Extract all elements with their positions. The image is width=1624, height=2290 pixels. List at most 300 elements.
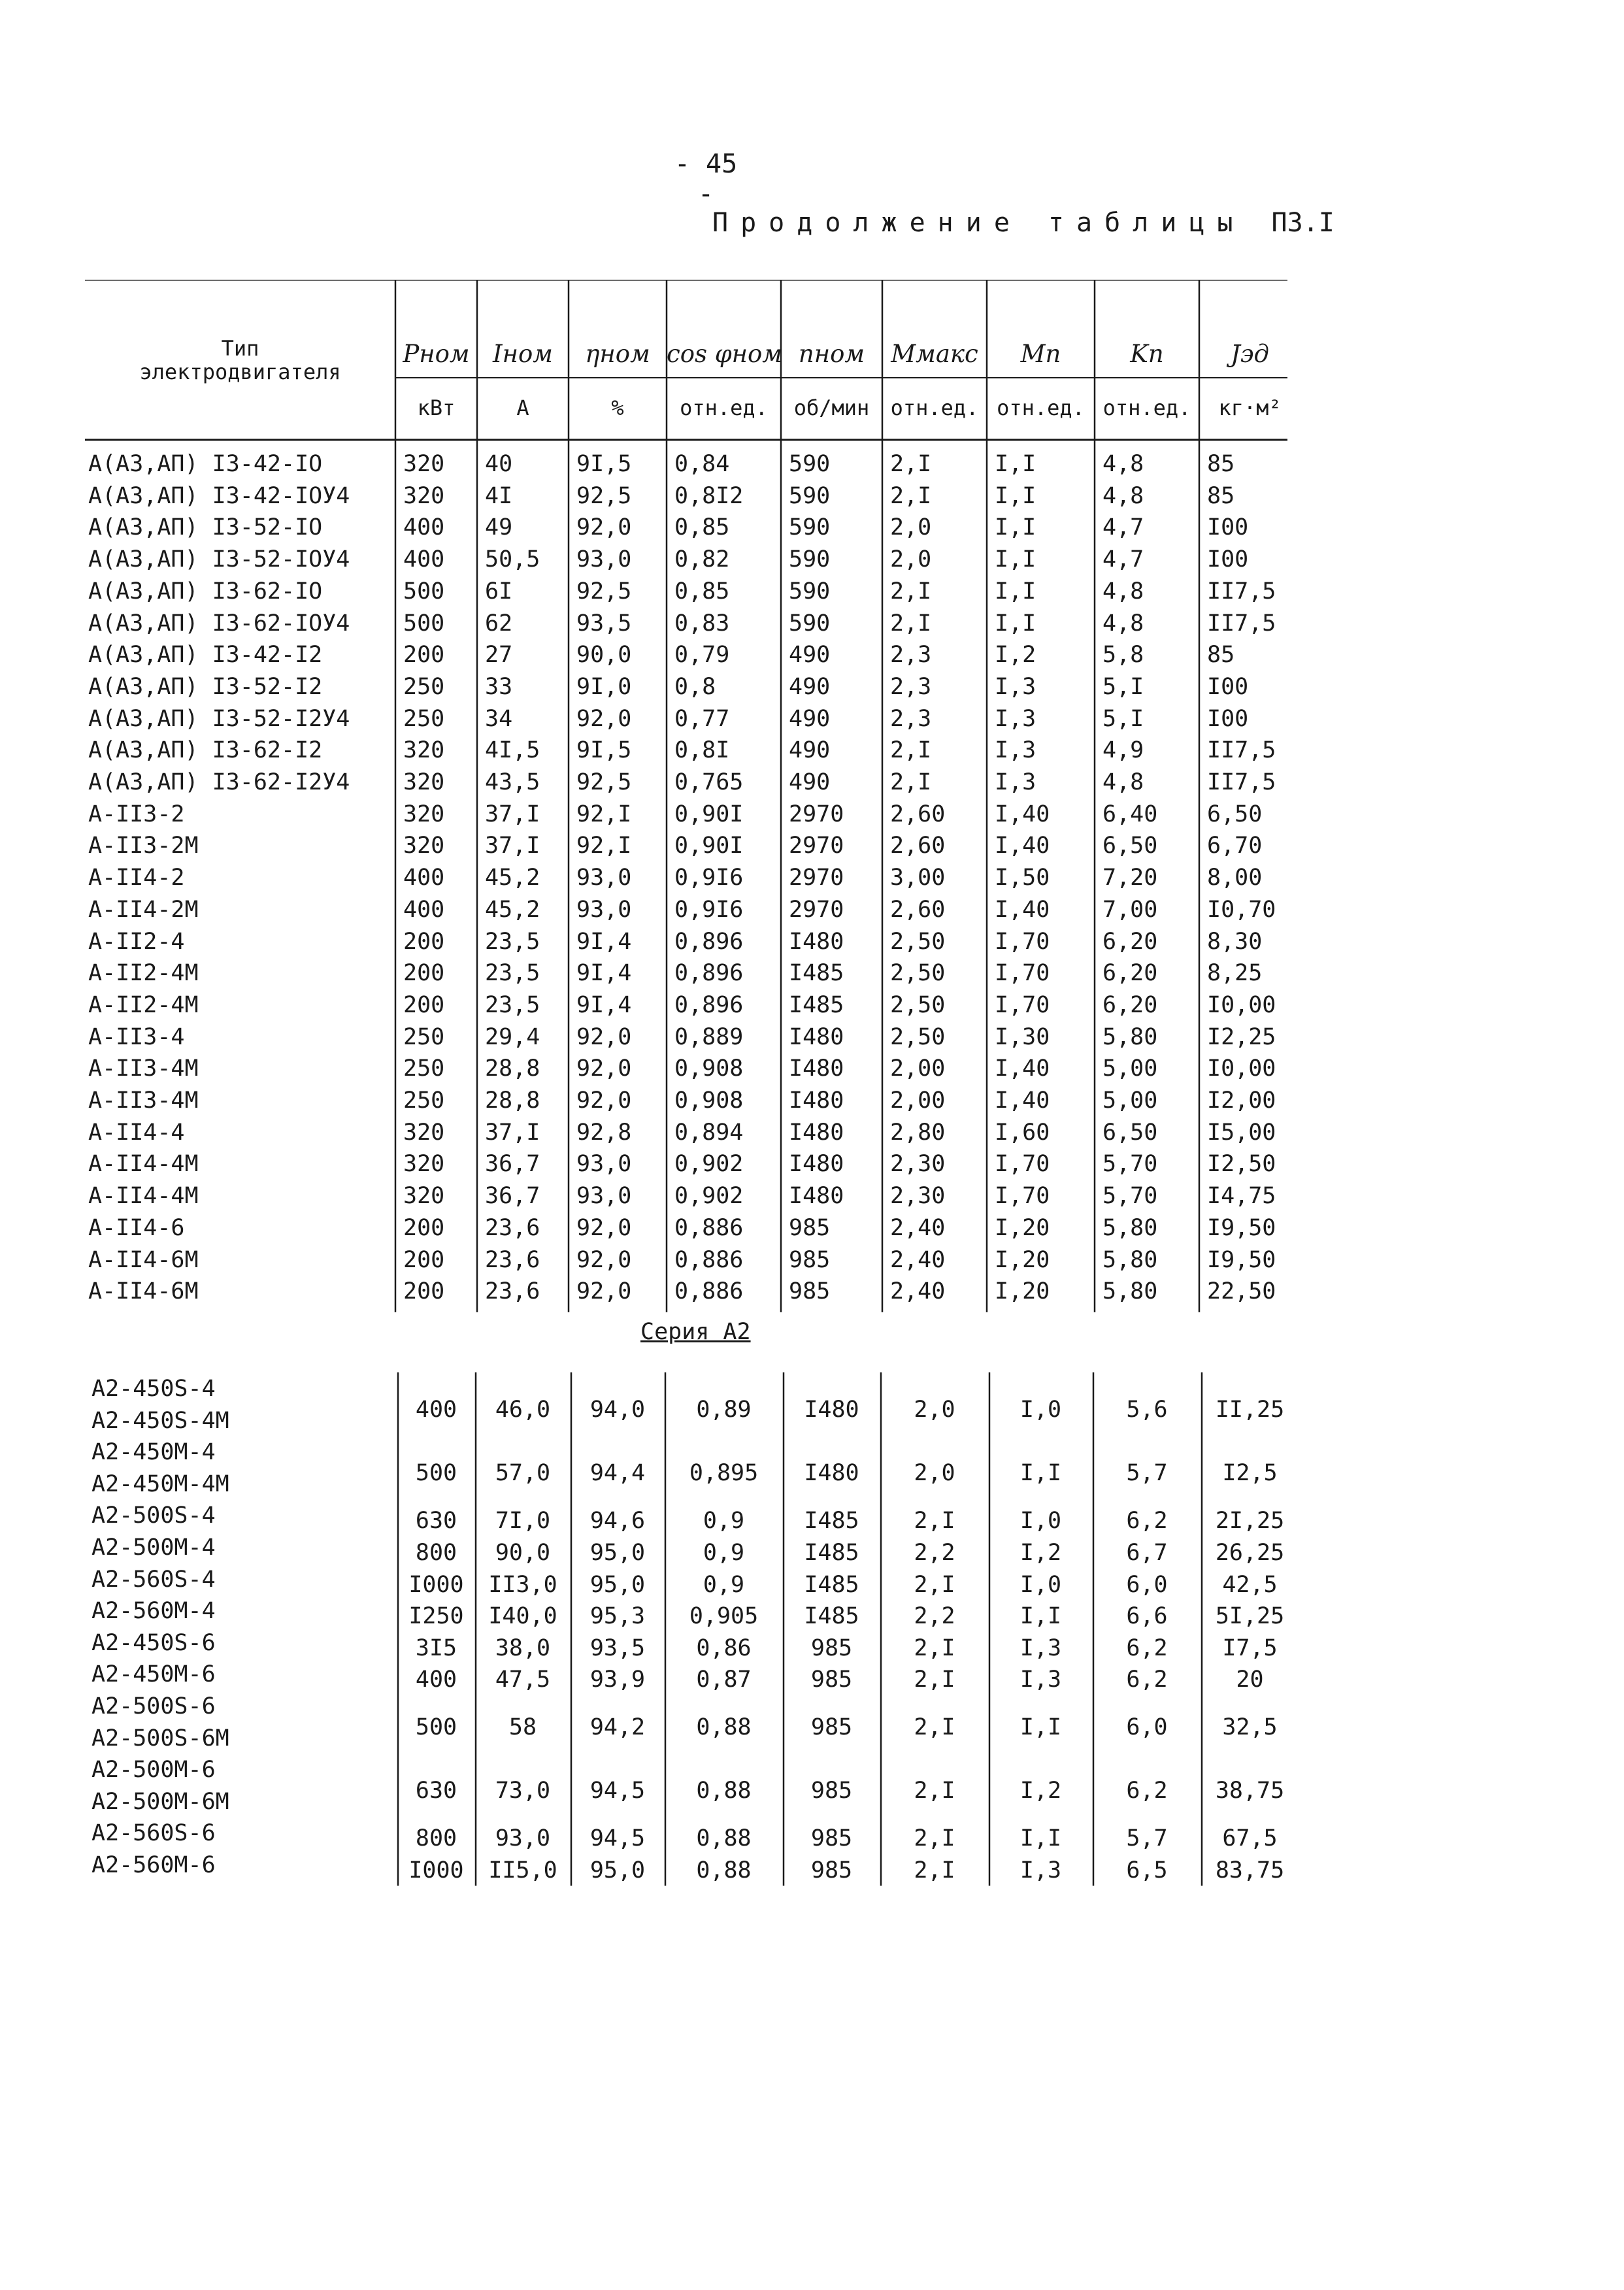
row-b-0-col-3: 94,0 [589, 1397, 646, 1423]
row-a-17-col-9: I0,00 [1207, 991, 1276, 1018]
row-a-26-type: А-II4-6М [88, 1278, 199, 1305]
row-a-24-col-7: I,20 [995, 1214, 1050, 1241]
row-a-21-col-1: 320 [403, 1119, 445, 1146]
row-b-1-type-0: А2-450М-4 [91, 1439, 216, 1466]
row-a-7-col-2: 33 [485, 673, 513, 700]
row-a-12-type: А-II3-2М [88, 833, 199, 859]
row-b-3-col-9: 26,25 [1215, 1539, 1285, 1566]
row-a-4-col-1: 500 [403, 578, 445, 605]
row-a-2-type: А(АЗ,АП) IЗ-52-IО [88, 514, 323, 541]
row-a-0-col-1: 320 [403, 451, 445, 477]
row-a-10-col-3: 92,5 [576, 769, 632, 795]
row-b-7-col-6: 2,I [914, 1667, 955, 1693]
row-b-1-col-6: 2,0 [914, 1460, 955, 1487]
row-b-10-col-5: 985 [810, 1825, 853, 1852]
row-b-10-col-9: 67,5 [1222, 1825, 1278, 1852]
row-a-5-col-8: 4,8 [1102, 610, 1144, 637]
row-b-0-col-9: II,25 [1215, 1397, 1285, 1423]
row-b-6-type-0: А2-450S-6 [91, 1629, 216, 1656]
row-b-3-col-2: 90,0 [495, 1539, 551, 1566]
row-b-6-col-5: 985 [810, 1635, 853, 1661]
header-unit-0: кВт [417, 395, 456, 420]
row-a-8-col-1: 250 [403, 705, 445, 732]
row-b-3-col-7: I,2 [1019, 1539, 1062, 1566]
row-a-20-col-3: 92,0 [576, 1087, 632, 1114]
row-a-0-col-5: 590 [789, 451, 831, 477]
row-a-16-col-3: 9I,4 [576, 960, 632, 987]
row-a-3-col-7: I,I [995, 546, 1036, 573]
row-a-11-col-2: 37,I [485, 801, 540, 827]
row-b-6-col-1: 3I5 [415, 1635, 457, 1661]
row-a-21-col-4: 0,894 [674, 1119, 744, 1146]
row-b-9-col-6: 2,I [914, 1778, 955, 1804]
row-a-20-col-8: 5,00 [1102, 1087, 1158, 1114]
header-unit-5: отн.ед. [890, 395, 979, 420]
row-a-7-col-7: I,3 [995, 673, 1036, 700]
row-a-26-col-3: 92,0 [576, 1278, 632, 1305]
header-unit-6: отн.ед. [997, 395, 1085, 420]
row-a-25-col-8: 5,80 [1102, 1246, 1158, 1273]
header-type: Тип [221, 336, 259, 361]
header-symbol-6: Mп [1020, 340, 1061, 368]
row-a-7-col-1: 250 [403, 673, 445, 700]
row-a-3-col-4: 0,82 [674, 546, 730, 573]
row-a-2-col-8: 4,7 [1102, 514, 1144, 541]
row-a-21-col-3: 92,8 [576, 1119, 632, 1146]
row-a-5-col-1: 500 [403, 610, 445, 637]
row-b-4-col-8: 6,0 [1126, 1571, 1168, 1598]
row-a-0-col-3: 9I,5 [576, 451, 632, 477]
header-symbol-1: Iном [493, 340, 553, 368]
row-b-3-col-5: I485 [804, 1539, 859, 1566]
row-a-9-col-3: 9I,5 [576, 737, 632, 764]
row-a-24-col-9: I9,50 [1207, 1214, 1276, 1241]
row-a-4-col-8: 4,8 [1102, 578, 1144, 605]
row-b-0-col-6: 2,0 [914, 1397, 955, 1423]
row-a-10-col-8: 4,8 [1102, 769, 1144, 795]
row-b-11-col-7: I,3 [1019, 1857, 1062, 1883]
row-b-2-col-7: I,0 [1019, 1508, 1062, 1535]
row-a-12-col-8: 6,50 [1102, 833, 1158, 859]
row-a-20-col-9: I2,00 [1207, 1087, 1276, 1114]
row-a-24-col-3: 92,0 [576, 1214, 632, 1241]
row-a-16-col-2: 23,5 [485, 960, 540, 987]
row-a-20-col-5: I480 [789, 1087, 844, 1114]
row-a-13-col-9: 8,00 [1207, 865, 1263, 891]
row-a-4-col-5: 590 [789, 578, 831, 605]
row-b-2-type-0: А2-500S-4 [91, 1502, 216, 1529]
row-a-16-col-6: 2,50 [890, 960, 946, 987]
row-a-24-col-2: 23,6 [485, 1214, 540, 1241]
row-b-10-col-8: 5,7 [1126, 1825, 1168, 1852]
row-a-7-col-9: I00 [1207, 673, 1249, 700]
row-b-8-col-4: 0,88 [696, 1714, 752, 1741]
row-a-11-col-8: 6,40 [1102, 801, 1158, 827]
row-a-10-col-2: 43,5 [485, 769, 540, 795]
row-a-3-col-8: 4,7 [1102, 546, 1144, 573]
row-a-8-col-2: 34 [485, 705, 513, 732]
row-a-7-col-5: 490 [789, 673, 831, 700]
row-b-2-col-8: 6,2 [1126, 1508, 1168, 1535]
row-a-6-col-1: 200 [403, 642, 445, 669]
row-a-2-col-4: 0,85 [674, 514, 730, 541]
row-a-0-col-2: 40 [485, 451, 513, 477]
row-b-6-col-2: 38,0 [495, 1635, 551, 1661]
header-symbol-8: Jэд [1230, 340, 1269, 368]
row-a-19-col-6: 2,00 [890, 1055, 946, 1082]
row-a-1-col-4: 0,8I2 [674, 482, 744, 509]
row-b-9-col-7: I,2 [1019, 1778, 1062, 1804]
row-b-8-type-0: А2-500S-6 [91, 1693, 216, 1719]
row-b-3-col-8: 6,7 [1126, 1539, 1168, 1566]
row-b-7-col-8: 6,2 [1126, 1667, 1168, 1693]
row-a-19-type: А-II3-4М [88, 1055, 199, 1082]
row-b-5-type-0: А2-560М-4 [91, 1598, 216, 1625]
row-a-10-type: А(АЗ,АП) IЗ-62-I2У4 [88, 769, 350, 795]
row-a-18-col-4: 0,889 [674, 1023, 744, 1050]
row-a-15-col-6: 2,50 [890, 928, 946, 955]
caption-ref: П3.I [1271, 208, 1334, 238]
row-b-11-col-2: II5,0 [488, 1857, 557, 1883]
row-b-4-col-9: 42,5 [1222, 1571, 1278, 1598]
row-a-19-col-3: 92,0 [576, 1055, 632, 1082]
row-a-9-col-9: II7,5 [1207, 737, 1276, 764]
row-b-9-type-0: А2-500М-6 [91, 1757, 216, 1784]
row-a-23-col-8: 5,70 [1102, 1183, 1158, 1210]
row-b-9-col-9: 38,75 [1215, 1778, 1285, 1804]
row-a-3-col-1: 400 [403, 546, 445, 573]
row-b-8-col-6: 2,I [914, 1714, 955, 1741]
row-a-19-col-1: 250 [403, 1055, 445, 1082]
row-a-26-col-7: I,20 [995, 1278, 1050, 1305]
row-a-7-col-3: 9I,0 [576, 673, 632, 700]
row-a-23-col-9: I4,75 [1207, 1183, 1276, 1210]
row-b-0-type-1: А2-450S-4М [91, 1407, 229, 1434]
table-caption [712, 208, 1334, 238]
row-a-12-col-3: 92,I [576, 833, 632, 859]
row-a-23-col-5: I480 [789, 1183, 844, 1210]
row-b-3-col-1: 800 [415, 1539, 457, 1566]
row-a-22-col-2: 36,7 [485, 1151, 540, 1178]
row-a-4-col-7: I,I [995, 578, 1036, 605]
row-a-21-type: А-II4-4 [88, 1119, 185, 1146]
header-unit-8: кг·м² [1218, 395, 1282, 420]
header-unit-4: об/мин [793, 395, 870, 420]
row-a-18-col-5: I480 [789, 1023, 844, 1050]
row-a-22-col-1: 320 [403, 1151, 445, 1178]
row-b-5-col-4: 0,905 [689, 1603, 759, 1630]
row-b-1-col-3: 94,4 [589, 1460, 646, 1487]
row-b-10-col-6: 2,I [914, 1825, 955, 1852]
row-b-8-col-3: 94,2 [589, 1714, 646, 1741]
row-b-1-type-1: А2-450М-4М [91, 1470, 229, 1497]
row-a-25-col-1: 200 [403, 1246, 445, 1273]
row-b-11-type-0: А2-560М-6 [91, 1851, 216, 1878]
row-a-1-col-2: 4I [485, 482, 513, 509]
row-b-8-col-8: 6,0 [1126, 1714, 1168, 1741]
row-a-10-col-9: II7,5 [1207, 769, 1276, 795]
row-b-6-col-8: 6,2 [1126, 1635, 1168, 1661]
row-b-5-col-5: I485 [804, 1603, 859, 1630]
section-title: Серия А2 [640, 1318, 751, 1345]
row-a-11-type: А-II3-2 [88, 801, 185, 827]
row-a-18-col-9: I2,25 [1207, 1023, 1276, 1050]
header-unit-2: % [611, 395, 624, 420]
header-type-2: электродвигателя [139, 359, 341, 384]
row-a-20-col-6: 2,00 [890, 1087, 946, 1114]
row-b-4-col-3: 95,0 [589, 1571, 646, 1598]
row-a-7-type: А(АЗ,АП) IЗ-52-I2 [88, 673, 323, 700]
row-a-12-col-6: 2,60 [890, 833, 946, 859]
row-b-0-col-8: 5,6 [1126, 1397, 1168, 1423]
row-b-5-col-9: 5I,25 [1215, 1603, 1285, 1630]
row-b-11-col-8: 6,5 [1126, 1857, 1168, 1883]
row-a-8-col-5: 490 [789, 705, 831, 732]
row-b-1-col-7: I,I [1019, 1460, 1062, 1487]
row-a-17-col-1: 200 [403, 991, 445, 1018]
header-unit-3: отн.ед. [680, 395, 768, 420]
row-b-8-col-7: I,I [1019, 1714, 1062, 1741]
row-b-6-col-9: I7,5 [1222, 1635, 1278, 1661]
row-a-15-col-3: 9I,4 [576, 928, 632, 955]
row-a-6-col-3: 90,0 [576, 642, 632, 669]
header-unit-7: отн.ед. [1102, 395, 1191, 420]
row-a-8-col-6: 2,3 [890, 705, 932, 732]
row-b-7-col-5: 985 [810, 1667, 853, 1693]
row-b-1-col-2: 57,0 [495, 1460, 551, 1487]
row-b-10-col-3: 94,5 [589, 1825, 646, 1852]
row-a-25-col-2: 23,6 [485, 1246, 540, 1273]
row-a-19-col-9: I0,00 [1207, 1055, 1276, 1082]
row-a-9-col-4: 0,8I [674, 737, 730, 764]
row-b-1-col-9: I2,5 [1222, 1460, 1278, 1487]
row-a-24-col-6: 2,40 [890, 1214, 946, 1241]
row-a-0-col-7: I,I [995, 451, 1036, 477]
row-a-13-col-2: 45,2 [485, 865, 540, 891]
row-b-6-col-7: I,3 [1019, 1635, 1062, 1661]
row-a-14-col-5: 2970 [789, 896, 844, 923]
row-a-14-col-8: 7,00 [1102, 896, 1158, 923]
row-b-8-type-1: А2-500S-6М [91, 1725, 229, 1751]
row-a-20-col-2: 28,8 [485, 1087, 540, 1114]
row-b-7-col-9: 20 [1236, 1667, 1264, 1693]
row-a-13-col-4: 0,9I6 [674, 865, 744, 891]
row-a-13-col-1: 400 [403, 865, 445, 891]
row-a-25-col-7: I,20 [995, 1246, 1050, 1273]
row-a-14-col-3: 93,0 [576, 896, 632, 923]
row-b-0-col-1: 400 [415, 1397, 457, 1423]
row-a-6-col-5: 490 [789, 642, 831, 669]
row-a-20-type: А-II3-4М [88, 1087, 199, 1114]
row-b-9-col-5: 985 [810, 1778, 853, 1804]
row-b-8-col-2: 58 [508, 1714, 537, 1741]
header-unit-1: А [516, 395, 529, 420]
row-a-21-col-9: I5,00 [1207, 1119, 1276, 1146]
row-a-8-col-7: I,3 [995, 705, 1036, 732]
row-a-15-col-5: I480 [789, 928, 844, 955]
row-a-26-col-8: 5,80 [1102, 1278, 1158, 1305]
row-a-24-col-5: 985 [789, 1214, 831, 1241]
row-b-2-col-6: 2,I [914, 1508, 955, 1535]
row-a-3-col-6: 2,0 [890, 546, 932, 573]
row-a-2-col-3: 92,0 [576, 514, 632, 541]
row-b-0-type-0: А2-450S-4 [91, 1375, 216, 1402]
row-a-7-col-6: 2,3 [890, 673, 932, 700]
header-symbol-7: Kп [1130, 340, 1164, 368]
row-b-4-col-5: I485 [804, 1571, 859, 1598]
row-a-1-col-9: 85 [1207, 482, 1235, 509]
row-a-25-col-5: 985 [789, 1246, 831, 1273]
row-a-15-col-8: 6,20 [1102, 928, 1158, 955]
row-a-2-col-6: 2,0 [890, 514, 932, 541]
row-a-14-col-2: 45,2 [485, 896, 540, 923]
row-b-8-col-9: 32,5 [1222, 1714, 1278, 1741]
row-b-4-col-1: I000 [408, 1571, 464, 1598]
row-a-26-col-5: 985 [789, 1278, 831, 1305]
row-a-26-col-4: 0,886 [674, 1278, 744, 1305]
row-b-5-col-7: I,I [1019, 1603, 1062, 1630]
row-a-9-col-1: 320 [403, 737, 445, 764]
row-a-14-col-9: I0,70 [1207, 896, 1276, 923]
row-a-10-col-6: 2,I [890, 769, 932, 795]
row-a-20-col-1: 250 [403, 1087, 445, 1114]
row-a-22-col-5: I480 [789, 1151, 844, 1178]
row-a-2-col-1: 400 [403, 514, 445, 541]
row-a-13-col-6: 3,00 [890, 865, 946, 891]
row-b-1-col-5: I480 [804, 1460, 859, 1487]
row-a-17-col-6: 2,50 [890, 991, 946, 1018]
row-b-5-col-8: 6,6 [1126, 1603, 1168, 1630]
row-a-1-col-5: 590 [789, 482, 831, 509]
row-a-4-type: А(АЗ,АП) IЗ-62-IО [88, 578, 323, 605]
row-a-26-col-1: 200 [403, 1278, 445, 1305]
row-a-17-col-7: I,70 [995, 991, 1050, 1018]
row-b-0-col-7: I,0 [1019, 1397, 1062, 1423]
row-a-11-col-9: 6,50 [1207, 801, 1263, 827]
row-b-11-col-4: 0,88 [696, 1857, 752, 1883]
row-b-10-col-7: I,I [1019, 1825, 1062, 1852]
row-b-11-col-5: 985 [810, 1857, 853, 1883]
row-a-5-col-2: 62 [485, 610, 513, 637]
row-b-2-col-1: 630 [415, 1508, 457, 1535]
header-symbol-0: Pном [403, 340, 470, 368]
row-a-4-col-4: 0,85 [674, 578, 730, 605]
row-a-0-col-8: 4,8 [1102, 451, 1144, 477]
row-a-9-col-7: I,3 [995, 737, 1036, 764]
row-a-9-col-8: 4,9 [1102, 737, 1144, 764]
row-a-26-col-6: 2,40 [890, 1278, 946, 1305]
row-a-16-col-8: 6,20 [1102, 960, 1158, 987]
row-b-0-col-2: 46,0 [495, 1397, 551, 1423]
row-a-13-col-8: 7,20 [1102, 865, 1158, 891]
row-a-5-col-7: I,I [995, 610, 1036, 637]
row-a-9-type: А(АЗ,АП) IЗ-62-I2 [88, 737, 323, 764]
row-b-10-col-1: 800 [415, 1825, 457, 1852]
row-a-3-col-2: 50,5 [485, 546, 540, 573]
row-a-6-col-6: 2,3 [890, 642, 932, 669]
row-b-4-col-6: 2,I [914, 1571, 955, 1598]
row-a-4-col-6: 2,I [890, 578, 932, 605]
row-a-1-col-6: 2,I [890, 482, 932, 509]
row-a-15-col-4: 0,896 [674, 928, 744, 955]
row-a-5-type: А(АЗ,АП) IЗ-62-IОУ4 [88, 610, 350, 637]
row-a-0-col-9: 85 [1207, 451, 1235, 477]
motor-parameters-table [85, 280, 1301, 1959]
row-a-21-col-2: 37,I [485, 1119, 540, 1146]
row-a-10-col-4: 0,765 [674, 769, 744, 795]
row-a-20-col-4: 0,908 [674, 1087, 744, 1114]
row-a-13-col-3: 93,0 [576, 865, 632, 891]
row-a-18-col-8: 5,80 [1102, 1023, 1158, 1050]
row-a-8-col-9: I00 [1207, 705, 1249, 732]
row-a-16-col-1: 200 [403, 960, 445, 987]
row-b-6-col-6: 2,I [914, 1635, 955, 1661]
row-b-3-col-6: 2,2 [914, 1539, 955, 1566]
row-a-6-col-9: 85 [1207, 642, 1235, 669]
row-b-1-col-4: 0,895 [689, 1460, 759, 1487]
row-a-7-col-8: 5,I [1102, 673, 1144, 700]
row-a-15-col-1: 200 [403, 928, 445, 955]
row-b-2-col-2: 7I,0 [495, 1508, 551, 1535]
row-a-4-col-2: 6I [485, 578, 513, 605]
row-a-26-col-9: 22,50 [1207, 1278, 1276, 1305]
row-a-23-col-3: 93,0 [576, 1183, 632, 1210]
row-a-3-type: А(АЗ,АП) IЗ-52-IОУ4 [88, 546, 350, 573]
row-a-16-col-5: I485 [789, 960, 844, 987]
row-a-14-col-1: 400 [403, 896, 445, 923]
row-a-12-col-5: 2970 [789, 833, 844, 859]
row-a-19-col-2: 28,8 [485, 1055, 540, 1082]
row-a-6-col-7: I,2 [995, 642, 1036, 669]
row-a-17-col-3: 9I,4 [576, 991, 632, 1018]
row-a-8-col-3: 92,0 [576, 705, 632, 732]
row-a-22-col-7: I,70 [995, 1151, 1050, 1178]
row-a-9-col-5: 490 [789, 737, 831, 764]
row-a-10-col-5: 490 [789, 769, 831, 795]
row-a-11-col-6: 2,60 [890, 801, 946, 827]
row-a-3-col-9: I00 [1207, 546, 1249, 573]
header-symbol-3: cos φном [667, 340, 782, 368]
row-b-0-col-4: 0,89 [696, 1397, 752, 1423]
row-b-9-col-3: 94,5 [589, 1778, 646, 1804]
row-b-11-col-9: 83,75 [1215, 1857, 1285, 1883]
row-b-5-col-6: 2,2 [914, 1603, 955, 1630]
row-b-3-col-4: 0,9 [703, 1539, 745, 1566]
row-a-8-col-4: 0,77 [674, 705, 730, 732]
row-a-18-col-2: 29,4 [485, 1023, 540, 1050]
row-a-1-col-1: 320 [403, 482, 445, 509]
header-symbol-2: ηном [585, 340, 650, 368]
row-a-25-col-9: I9,50 [1207, 1246, 1276, 1273]
row-b-8-col-5: 985 [810, 1714, 853, 1741]
row-a-25-col-3: 92,0 [576, 1246, 632, 1273]
row-a-12-col-9: 6,70 [1207, 833, 1263, 859]
row-a-13-col-7: I,50 [995, 865, 1050, 891]
row-b-7-type-0: А2-450М-6 [91, 1661, 216, 1688]
row-a-4-col-3: 92,5 [576, 578, 632, 605]
row-a-18-col-3: 92,0 [576, 1023, 632, 1050]
row-a-11-col-3: 92,I [576, 801, 632, 827]
row-a-2-col-2: 49 [485, 514, 513, 541]
row-a-21-col-8: 6,50 [1102, 1119, 1158, 1146]
caption-word2: таблицы [1048, 208, 1246, 238]
row-a-24-col-1: 200 [403, 1214, 445, 1241]
row-a-0-col-4: 0,84 [674, 451, 730, 477]
row-b-8-col-1: 500 [415, 1714, 457, 1741]
row-a-6-col-4: 0,79 [674, 642, 730, 669]
row-a-15-type: А-II2-4 [88, 928, 185, 955]
row-b-2-col-4: 0,9 [703, 1508, 745, 1535]
